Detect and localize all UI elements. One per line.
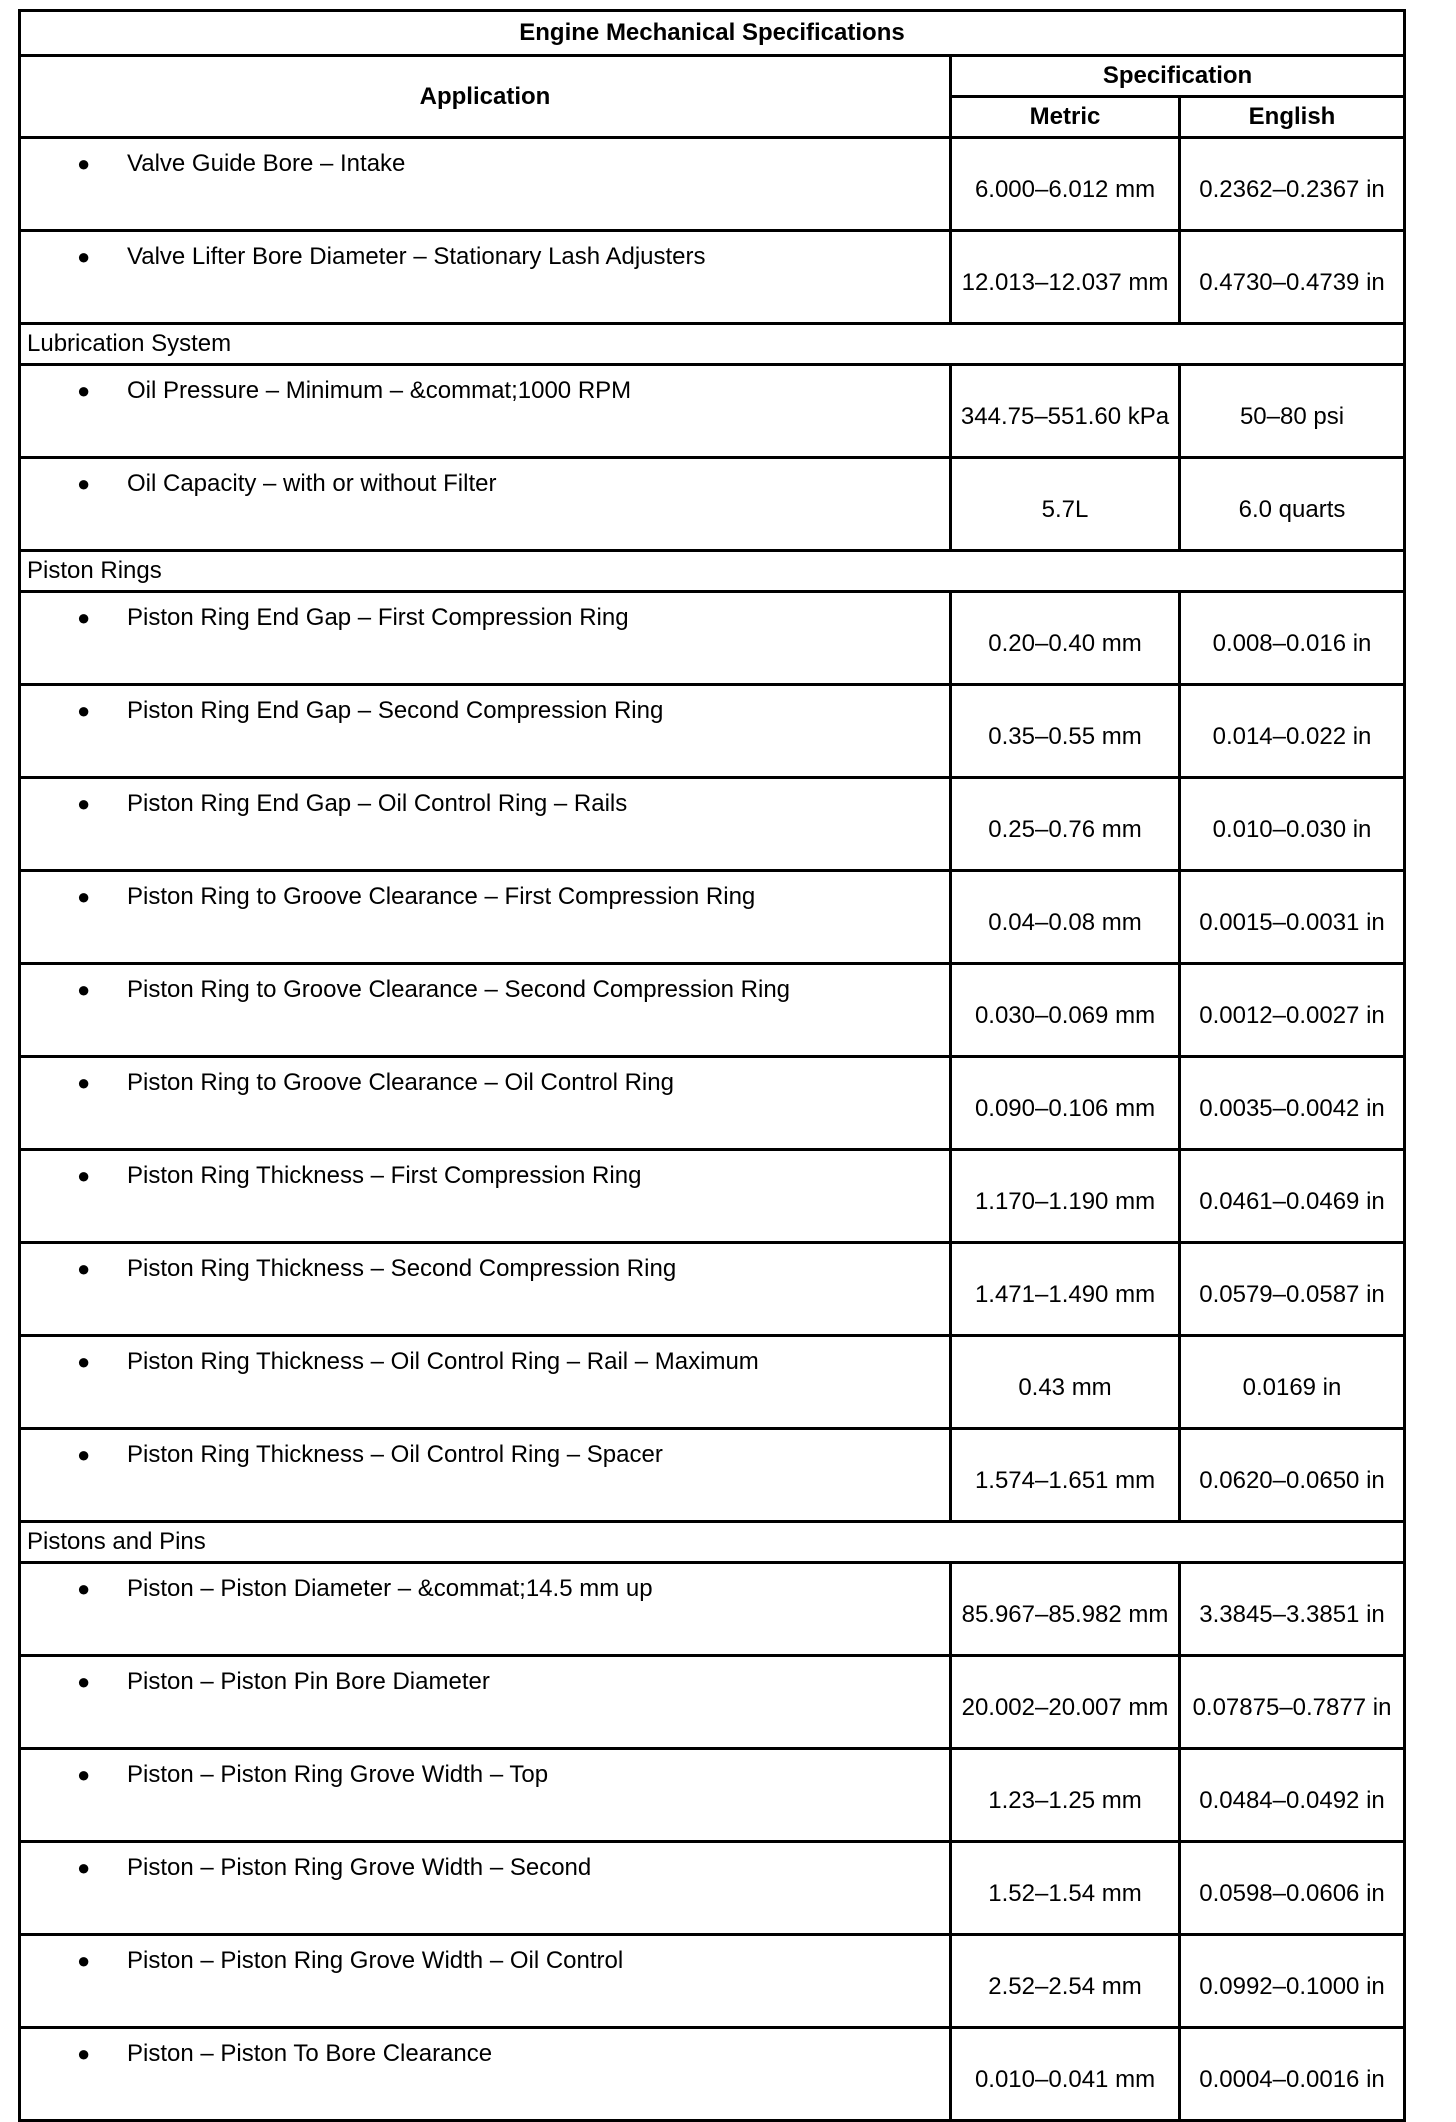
table-row [20,871,1405,964]
english-value: 0.07875–0.7877 in [1180,1656,1405,1749]
application-label: Piston – Piston Diameter – &commat;14.5 mm up [127,1575,653,1602]
application-label: Piston Ring to Groove Clearance – Oil Control Ring [127,1069,674,1096]
application-label: Piston Ring to Groove Clearance – Second Compression Ring [127,976,791,1003]
application-cell [20,1243,951,1336]
bullet-icon: ● [77,151,91,176]
application-cell [20,1656,951,1749]
application-cell [20,2028,951,2121]
english-value: 0.014–0.022 in [1180,685,1405,778]
bullet-icon: ● [77,378,91,403]
metric-value: 1.574–1.651 mm [951,1429,1180,1522]
english-value: 0.010–0.030 in [1180,778,1405,871]
application-label: Oil Pressure – Minimum – &commat;1000 RPM [127,377,632,404]
application-cell [20,1563,951,1656]
metric-value: 1.23–1.25 mm [951,1749,1180,1842]
table-row [20,685,1405,778]
bullet-icon: ● [77,1349,91,1374]
table-row [20,1935,1405,2028]
section-row [20,551,1405,592]
section-heading: Piston Rings [20,551,1405,592]
english-value: 0.0620–0.0650 in [1180,1429,1405,1522]
table-row [20,964,1405,1057]
application-label: Piston Ring Thickness – Second Compression Ring [127,1255,677,1282]
metric-value: 85.967–85.982 mm [951,1563,1180,1656]
column-header-english: English [1180,97,1405,138]
english-value: 0.0015–0.0031 in [1180,871,1405,964]
metric-value: 0.25–0.76 mm [951,778,1180,871]
table-row [20,2028,1405,2121]
application-cell [20,871,951,964]
table-row [20,1057,1405,1150]
english-value: 0.008–0.016 in [1180,592,1405,685]
bullet-icon: ● [77,471,91,496]
table-row [20,231,1405,324]
application-cell [20,1842,951,1935]
table-row [20,365,1405,458]
table-row [20,1429,1405,1522]
section-heading: Pistons and Pins [20,1522,1405,1563]
english-value: 0.0035–0.0042 in [1180,1057,1405,1150]
metric-value: 0.010–0.041 mm [951,2028,1180,2121]
application-label: Piston Ring Thickness – Oil Control Ring – Rail – Maximum [127,1348,759,1375]
application-cell [20,1935,951,2028]
metric-value: 20.002–20.007 mm [951,1656,1180,1749]
table-row [20,778,1405,871]
bullet-icon: ● [77,1256,91,1281]
english-value: 0.0598–0.0606 in [1180,1842,1405,1935]
section-row [20,324,1405,365]
application-label: Piston – Piston Ring Grove Width – Second [127,1854,592,1881]
metric-value: 1.52–1.54 mm [951,1842,1180,1935]
application-cell [20,365,951,458]
application-cell [20,231,951,324]
english-value: 3.3845–3.3851 in [1180,1563,1405,1656]
application-label: Piston Ring Thickness – First Compression Ring [127,1162,642,1189]
application-label: Piston Ring to Groove Clearance – First Compression Ring [127,883,756,910]
section-heading: Lubrication System [20,324,1405,365]
bullet-icon: ● [77,1070,91,1095]
english-value: 0.4730–0.4739 in [1180,231,1405,324]
application-cell [20,964,951,1057]
metric-value: 0.030–0.069 mm [951,964,1180,1057]
table-row [20,1243,1405,1336]
bullet-icon: ● [77,2041,91,2066]
table-row [20,458,1405,551]
english-value: 0.0992–0.1000 in [1180,1935,1405,2028]
spec-table-body [20,138,1405,2121]
column-header-specification: Specification [951,56,1405,97]
metric-value: 344.75–551.60 kPa [951,365,1180,458]
bullet-icon: ● [77,605,91,630]
metric-value: 5.7L [951,458,1180,551]
english-value: 0.0579–0.0587 in [1180,1243,1405,1336]
spec-table [18,9,1406,2122]
english-value: 50–80 psi [1180,365,1405,458]
application-cell [20,592,951,685]
application-label: Piston – Piston To Bore Clearance [127,2040,493,2067]
bullet-icon: ● [77,1669,91,1694]
metric-value: 0.20–0.40 mm [951,592,1180,685]
metric-value: 0.43 mm [951,1336,1180,1429]
metric-value: 0.090–0.106 mm [951,1057,1180,1150]
application-cell [20,1749,951,1842]
column-header-metric: Metric [951,97,1180,138]
bullet-icon: ● [77,1576,91,1601]
table-row [20,592,1405,685]
application-cell [20,458,951,551]
application-label: Piston Ring End Gap – First Compression Ring [127,604,629,631]
bullet-icon: ● [77,977,91,1002]
application-label: Piston Ring Thickness – Oil Control Ring – Spacer [127,1441,663,1468]
application-cell [20,1429,951,1522]
bullet-icon: ● [77,1163,91,1188]
metric-value: 1.170–1.190 mm [951,1150,1180,1243]
application-cell [20,778,951,871]
metric-value: 2.52–2.54 mm [951,1935,1180,2028]
metric-value: 0.04–0.08 mm [951,871,1180,964]
english-value: 0.0484–0.0492 in [1180,1749,1405,1842]
application-cell [20,138,951,231]
application-cell [20,685,951,778]
application-label: Piston Ring End Gap – Oil Control Ring – Rails [127,790,628,817]
english-value: 0.0012–0.0027 in [1180,964,1405,1057]
bullet-icon: ● [77,698,91,723]
bullet-icon: ● [77,244,91,269]
application-cell [20,1150,951,1243]
english-value: 0.0004–0.0016 in [1180,2028,1405,2121]
application-label: Valve Lifter Bore Diameter – Stationary Lash Adjusters [127,243,706,270]
metric-value: 12.013–12.037 mm [951,231,1180,324]
bullet-icon: ● [77,1855,91,1880]
bullet-icon: ● [77,791,91,816]
table-row [20,1749,1405,1842]
section-row [20,1522,1405,1563]
table-row [20,1656,1405,1749]
application-label: Piston – Piston Pin Bore Diameter [127,1668,490,1695]
table-row [20,1842,1405,1935]
table-title: Engine Mechanical Specifications [20,11,1405,56]
english-value: 0.2362–0.2367 in [1180,138,1405,231]
bullet-icon: ● [77,1948,91,1973]
application-label: Oil Capacity – with or without Filter [127,470,497,497]
bullet-icon: ● [77,1762,91,1787]
english-value: 0.0169 in [1180,1336,1405,1429]
english-value: 6.0 quarts [1180,458,1405,551]
application-label: Piston Ring End Gap – Second Compression Ring [127,697,664,724]
metric-value: 0.35–0.55 mm [951,685,1180,778]
application-label: Valve Guide Bore – Intake [127,150,406,177]
bullet-icon: ● [77,1442,91,1467]
table-row [20,1563,1405,1656]
application-cell [20,1057,951,1150]
metric-value: 1.471–1.490 mm [951,1243,1180,1336]
table-row [20,138,1405,231]
application-label: Piston – Piston Ring Grove Width – Oil Control [127,1947,624,1974]
table-row [20,1336,1405,1429]
column-header-application: Application [20,56,951,138]
application-cell [20,1336,951,1429]
english-value: 0.0461–0.0469 in [1180,1150,1405,1243]
application-label: Piston – Piston Ring Grove Width – Top [127,1761,549,1788]
bullet-icon: ● [77,884,91,909]
metric-value: 6.000–6.012 mm [951,138,1180,231]
table-row [20,1150,1405,1243]
